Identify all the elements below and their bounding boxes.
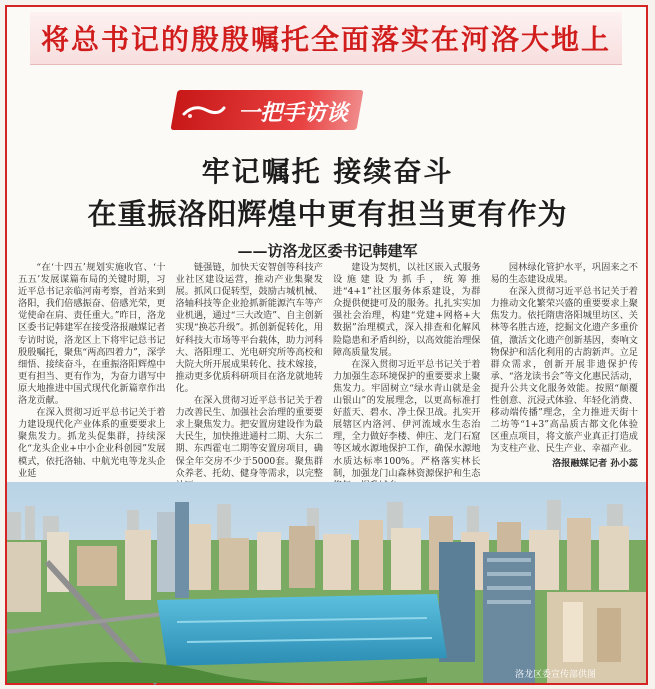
paragraph: “在‘十四五’规划实施收官、‘十五五’发展谋篇布局的关键时期，习近平总书记亲临河南考察，首站来到洛阳，我们倍感振奋、倍感光荣，更觉使命在肩、责任重大。”昨日，洛龙区委书记韩建军在接受洛报融媒记者专访时说，洛龙区上下将牢记总书记殷殷嘱托，聚焦“两高四着力”，深学细悟、接续奋斗，在重振洛阳辉煌中更有担当、更有作为，为奋力谱写中原大地推进中国式现代化新篇章作出洛龙贡献。 [18,262,166,407]
article-column [333,262,481,480]
paragraph: 在深入贯彻习近平总书记关于着力改善民生、加强社会治理的重要要求上聚焦发力。把安置房建设作为最大民生，加快推进通村二期、大东二期、东西霍屯二期等安置房项目，确保全年交房不少于5000套。聚焦群众养老、托幼、健身等需求，以完整 [175,395,323,479]
subtitle: ——访洛龙区委书记韩建军 [237,242,418,260]
paragraph: 链强链，加快天安智创等科技产业社区建设运营，推动产业集聚发展。抓风口促转型，鼓励古城机械、洛轴科技等企业抢抓新能源汽车等产业机遇，通过“三大改造”、自主创新实现“换芯升级”。抓创新促转化，用好科技大市场等平台载体，助力河科大、洛阳理工、光电研究所等高校和大院大所开展成果转化、技术嫁接，推动更多优质科研项目在洛龙就地转化。 [175,262,323,394]
paragraph: 在深入贯彻习近平总书记关于着力推动文化繁荣兴盛的重要要求上聚焦发力。依托隋唐洛阳城里坊区、关林等名胜古迹，挖掘文化遗产多重价值，激活文化遗产创新基因，奏响文物保护和活化利用的古韵新声。立足群众需求，创新开展非遗保护传承、“洛龙读书会”等文化惠民活动，提升公共文化服务效能。按照“颠覆性创意、沉浸式体验、年轻化消费、移动端传播”理念，全力推进天街十二坊等“1+3”高品质古都文化体验区重点项目，将文旅产业真正打造成为支柱产业、民生产业、幸福产业。 [490,286,638,455]
photo-credit: 洛龙区委宣传部供图 [515,670,597,680]
article-column [491,262,639,480]
headline-line-2: 在重振洛阳辉煌中更有担当更有作为 [87,197,568,231]
article-column [18,262,166,480]
byline: 洛报融媒记者 孙小蕊 [552,457,638,469]
headline-line-1: 牢记嘱托 接续奋斗 [201,155,454,188]
banner-title: 将总书记的殷殷嘱托全面落实在河洛大地上 [40,23,611,56]
lake [157,594,447,666]
top-banner [30,12,622,65]
brush-stroke-icon [182,100,226,122]
glass-tower [175,502,189,598]
article-column [176,262,324,480]
paragraph: 在深入贯彻习近平总书记关于着力加强生态环境保护的重要要求上聚焦发力。牢固树立“绿水青山就是金山银山”的发展理念，以更高标准打好蓝天、碧水、净土保卫战。扎实开展辖区内洛河、伊河流域水生态治理，全力做好李楼、伸庄、龙门石窟等区域水源地保护工作，确保水源地水质达标率100%。严格落实林长制，加强龙门山森林资源保护和生态 [333,358,481,479]
glass-tower [483,552,535,683]
paragraph: 园林绿化管护水平，巩固来之不易的生态建设成果。 [490,262,638,286]
paragraph: 建设为契机，以社区嵌入式服务设施建设为抓手，统筹推进“4+1”社区服务体系建设，为群众提供便捷可及的服务。扎扎实实加强社会治理，构建“党建+网格+大数据”治理模式，深入排查和化解风险隐患和矛盾纠纷，以高效能治理保障高质量发展。 [333,262,481,358]
section-tag-label: 一把手访谈 [238,101,349,126]
paragraph: 在深入贯彻习近平总书记关于着力建设现代化产业体系的重要要求上聚焦发力。抓龙头促集群，持续深化“龙头企业+中小企业科创园”发展模式，依托洛轴、中航光电等龙头企业延 [18,407,166,479]
article-body [18,262,638,480]
city-aerial-photo [7,482,646,683]
